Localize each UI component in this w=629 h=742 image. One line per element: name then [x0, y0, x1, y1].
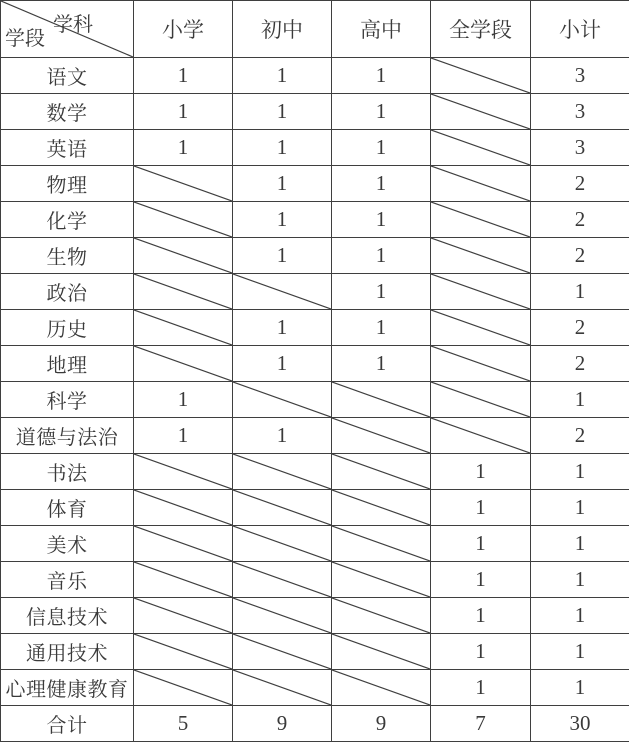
not-applicable-cell — [332, 454, 431, 490]
slash-line — [332, 418, 430, 453]
not-applicable-cell — [431, 58, 531, 94]
value-cell: 1 — [134, 130, 233, 166]
row-label: 化学 — [1, 202, 134, 238]
row-label: 英语 — [1, 130, 134, 166]
row-label: 书法 — [1, 454, 134, 490]
slash-line — [233, 490, 331, 525]
slash-line — [134, 490, 232, 525]
value-cell: 1 — [233, 346, 332, 382]
not-applicable-cell — [233, 274, 332, 310]
column-header-subtotal: 小计 — [531, 1, 629, 58]
row-label: 音乐 — [1, 562, 134, 598]
value-cell: 1 — [431, 670, 531, 706]
table-row — [1, 562, 629, 598]
corner-label-stage: 学段 — [5, 22, 45, 51]
value-cell: 1 — [233, 58, 332, 94]
total-row — [1, 706, 629, 742]
value-cell: 2 — [531, 418, 629, 454]
value-cell: 3 — [531, 130, 629, 166]
slash-line — [332, 382, 430, 417]
slash-line — [431, 274, 530, 309]
slash-line — [134, 274, 232, 309]
value-cell: 1 — [431, 598, 531, 634]
not-applicable-cell — [233, 562, 332, 598]
table-header — [1, 1, 629, 58]
slash-line — [431, 382, 530, 417]
not-applicable-cell — [332, 526, 431, 562]
slash-line — [233, 382, 331, 417]
header-row — [1, 1, 629, 58]
table-row — [1, 634, 629, 670]
column-header-junior: 初中 — [233, 1, 332, 58]
slash-line — [431, 58, 530, 93]
not-applicable-cell — [233, 490, 332, 526]
table-body — [1, 58, 629, 742]
slash-line — [431, 238, 530, 273]
slash-line — [332, 562, 430, 597]
row-label: 信息技术 — [1, 598, 134, 634]
slash-line — [233, 562, 331, 597]
value-cell: 2 — [531, 238, 629, 274]
table-row — [1, 454, 629, 490]
corner-label-subject: 学科 — [53, 8, 93, 37]
value-cell: 1 — [233, 418, 332, 454]
row-label: 语文 — [1, 58, 134, 94]
table-row — [1, 58, 629, 94]
not-applicable-cell — [431, 418, 531, 454]
row-label: 政治 — [1, 274, 134, 310]
table-row — [1, 418, 629, 454]
not-applicable-cell — [134, 274, 233, 310]
value-cell: 2 — [531, 346, 629, 382]
slash-line — [332, 598, 430, 633]
slash-line — [431, 418, 530, 453]
row-label: 历史 — [1, 310, 134, 346]
value-cell: 1 — [134, 94, 233, 130]
not-applicable-cell — [134, 670, 233, 706]
table-row — [1, 598, 629, 634]
slash-line — [233, 274, 331, 309]
row-label: 道德与法治 — [1, 418, 134, 454]
slash-line — [233, 670, 331, 705]
not-applicable-cell — [134, 454, 233, 490]
value-cell: 1 — [134, 418, 233, 454]
row-label: 生物 — [1, 238, 134, 274]
table-row — [1, 94, 629, 130]
value-cell: 7 — [431, 706, 531, 742]
not-applicable-cell — [332, 382, 431, 418]
not-applicable-cell — [134, 202, 233, 238]
not-applicable-cell — [134, 562, 233, 598]
slash-line — [233, 526, 331, 561]
table-row — [1, 382, 629, 418]
table-row — [1, 130, 629, 166]
column-header-primary: 小学 — [134, 1, 233, 58]
not-applicable-cell — [134, 598, 233, 634]
not-applicable-cell — [134, 166, 233, 202]
not-applicable-cell — [134, 346, 233, 382]
corner-header-cell — [1, 1, 134, 58]
slash-line — [332, 670, 430, 705]
slash-line — [332, 526, 430, 561]
value-cell: 1 — [531, 490, 629, 526]
value-cell: 1 — [332, 238, 431, 274]
not-applicable-cell — [233, 526, 332, 562]
value-cell: 1 — [531, 526, 629, 562]
not-applicable-cell — [134, 634, 233, 670]
value-cell: 1 — [431, 490, 531, 526]
not-applicable-cell — [431, 202, 531, 238]
value-cell: 1 — [531, 634, 629, 670]
slash-line — [431, 202, 530, 237]
not-applicable-cell — [431, 346, 531, 382]
value-cell: 1 — [332, 202, 431, 238]
row-label: 科学 — [1, 382, 134, 418]
slash-line — [431, 94, 530, 129]
not-applicable-cell — [431, 166, 531, 202]
slash-line — [134, 454, 232, 489]
value-cell: 1 — [531, 670, 629, 706]
value-cell: 30 — [531, 706, 629, 742]
value-cell: 1 — [431, 634, 531, 670]
slash-line — [431, 130, 530, 165]
not-applicable-cell — [134, 310, 233, 346]
slash-line — [134, 562, 232, 597]
not-applicable-cell — [233, 382, 332, 418]
value-cell: 1 — [233, 94, 332, 130]
value-cell: 1 — [431, 562, 531, 598]
not-applicable-cell — [431, 274, 531, 310]
slash-line — [134, 202, 232, 237]
not-applicable-cell — [431, 130, 531, 166]
row-label: 数学 — [1, 94, 134, 130]
not-applicable-cell — [332, 418, 431, 454]
value-cell: 2 — [531, 166, 629, 202]
not-applicable-cell — [233, 598, 332, 634]
value-cell: 1 — [233, 202, 332, 238]
table-row — [1, 310, 629, 346]
value-cell: 3 — [531, 94, 629, 130]
value-cell: 1 — [134, 382, 233, 418]
not-applicable-cell — [134, 490, 233, 526]
slash-line — [134, 310, 232, 345]
slash-line — [332, 454, 430, 489]
value-cell: 1 — [431, 454, 531, 490]
value-cell: 1 — [233, 166, 332, 202]
row-label: 心理健康教育 — [1, 670, 134, 706]
value-cell: 1 — [531, 562, 629, 598]
slash-line — [431, 346, 530, 381]
slash-line — [431, 166, 530, 201]
value-cell: 1 — [531, 598, 629, 634]
slash-line — [134, 634, 232, 669]
row-label: 体育 — [1, 490, 134, 526]
value-cell: 1 — [332, 94, 431, 130]
row-label: 美术 — [1, 526, 134, 562]
column-header-all-stages: 全学段 — [431, 1, 531, 58]
not-applicable-cell — [233, 634, 332, 670]
not-applicable-cell — [233, 454, 332, 490]
value-cell: 9 — [233, 706, 332, 742]
value-cell: 1 — [134, 58, 233, 94]
value-cell: 1 — [332, 58, 431, 94]
not-applicable-cell — [431, 382, 531, 418]
value-cell: 1 — [332, 166, 431, 202]
total-row-label: 合计 — [1, 706, 134, 742]
slash-line — [431, 310, 530, 345]
value-cell: 3 — [531, 58, 629, 94]
value-cell: 1 — [332, 274, 431, 310]
value-cell: 2 — [531, 202, 629, 238]
value-cell: 9 — [332, 706, 431, 742]
slash-line — [332, 634, 430, 669]
row-label: 通用技术 — [1, 634, 134, 670]
slash-line — [134, 526, 232, 561]
value-cell: 5 — [134, 706, 233, 742]
not-applicable-cell — [431, 94, 531, 130]
not-applicable-cell — [332, 598, 431, 634]
table-row — [1, 670, 629, 706]
not-applicable-cell — [332, 562, 431, 598]
not-applicable-cell — [134, 238, 233, 274]
not-applicable-cell — [431, 310, 531, 346]
not-applicable-cell — [134, 526, 233, 562]
row-label: 地理 — [1, 346, 134, 382]
table-row — [1, 274, 629, 310]
value-cell: 2 — [531, 310, 629, 346]
slash-line — [233, 598, 331, 633]
not-applicable-cell — [332, 490, 431, 526]
table-row — [1, 238, 629, 274]
value-cell: 1 — [531, 274, 629, 310]
value-cell: 1 — [332, 310, 431, 346]
row-label: 物理 — [1, 166, 134, 202]
slash-line — [134, 670, 232, 705]
value-cell: 1 — [332, 346, 431, 382]
slash-line — [134, 238, 232, 273]
table-row — [1, 490, 629, 526]
not-applicable-cell — [431, 238, 531, 274]
value-cell: 1 — [431, 526, 531, 562]
slash-line — [134, 346, 232, 381]
slash-line — [134, 166, 232, 201]
table-row — [1, 166, 629, 202]
value-cell: 1 — [233, 130, 332, 166]
value-cell: 1 — [531, 382, 629, 418]
column-header-senior: 高中 — [332, 1, 431, 58]
value-cell: 1 — [233, 310, 332, 346]
table-row — [1, 526, 629, 562]
slash-line — [233, 454, 331, 489]
table-row — [1, 202, 629, 238]
value-cell: 1 — [332, 130, 431, 166]
not-applicable-cell — [332, 634, 431, 670]
value-cell: 1 — [531, 454, 629, 490]
table-row — [1, 346, 629, 382]
not-applicable-cell — [233, 670, 332, 706]
value-cell: 1 — [233, 238, 332, 274]
not-applicable-cell — [332, 670, 431, 706]
slash-line — [332, 490, 430, 525]
slash-line — [134, 598, 232, 633]
slash-line — [233, 634, 331, 669]
